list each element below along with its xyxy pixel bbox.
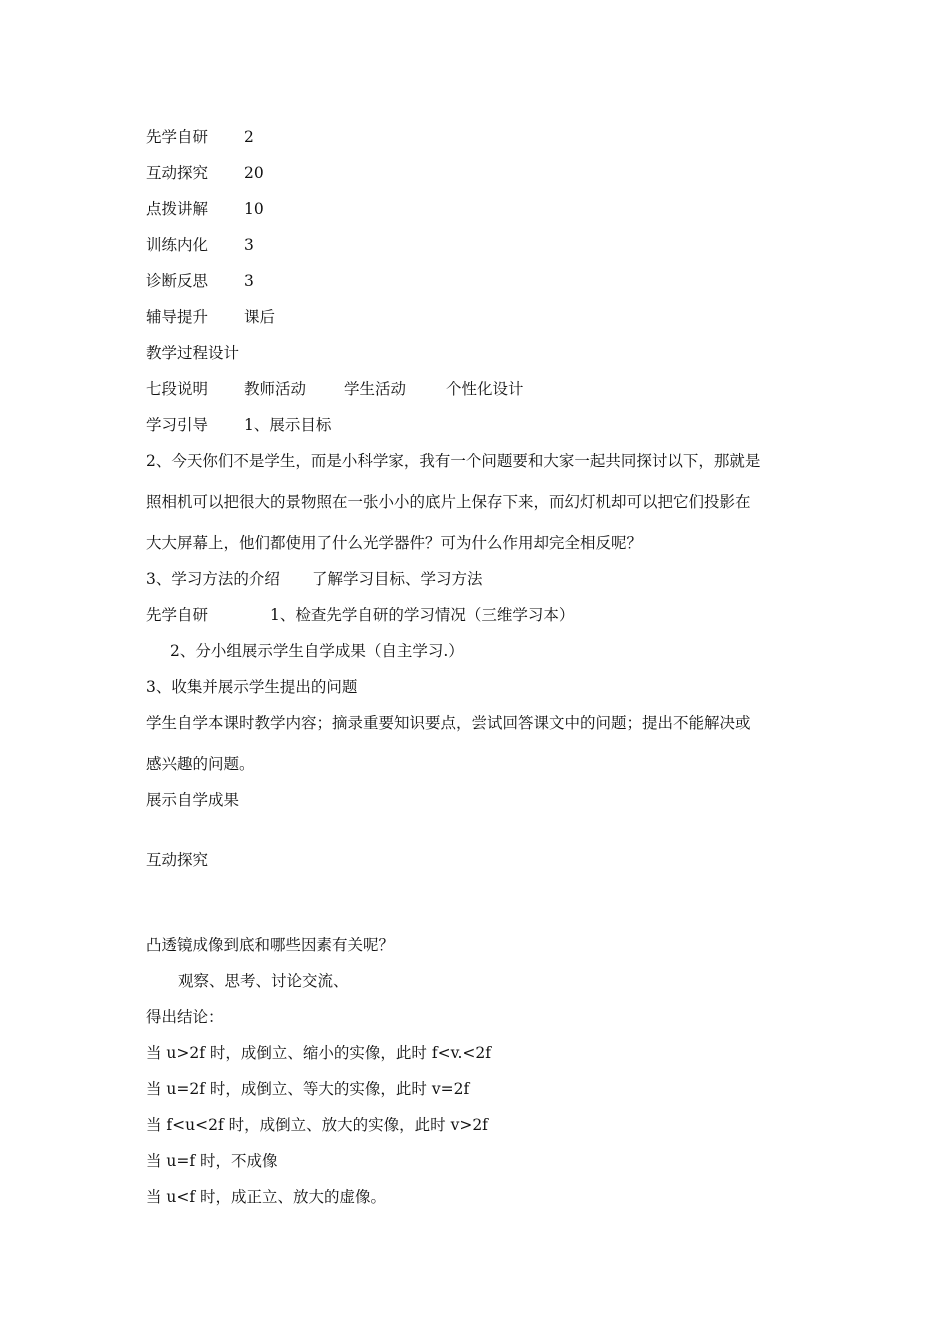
paragraph-line: 照相机可以把很大的景物照在一张小小的底片上保存下来，而幻灯机却可以把它们投影在 <box>146 493 751 511</box>
schedule-row <box>146 163 264 183</box>
schedule-stage: 诊断反思 <box>146 272 209 290</box>
schedule-stage: 先学自研 <box>146 128 209 146</box>
paragraph-line: 学生自学本课时教学内容；摘录重要知识要点，尝试回答课文中的问题；提出不能解决或 <box>146 714 751 732</box>
table-header <box>146 379 524 399</box>
header-cell: 个性化设计 <box>446 380 524 398</box>
interactive-question: 凸透镜成像到底和哪些因素有关呢？ <box>146 936 395 954</box>
interactive-activity: 观察、思考、讨论交流、 <box>178 972 349 990</box>
self-study-item: 3、收集并展示学生提出的问题 <box>146 678 358 696</box>
conclusion-line: 当 u=f 时，不成像 <box>146 1152 278 1170</box>
conclusion-line: 当 u>2f 时，成倒立、缩小的实像，此时 f<v.<2f <box>146 1044 492 1062</box>
guide-row <box>146 415 332 435</box>
schedule-stage: 训练内化 <box>146 236 209 254</box>
schedule-time: 3 <box>244 272 254 290</box>
schedule-row <box>146 307 276 327</box>
schedule-stage: 点拨讲解 <box>146 200 209 218</box>
schedule-row <box>146 235 254 255</box>
conclusion-line: 当 u=2f 时，成倒立、等大的实像，此时 v=2f <box>146 1080 470 1098</box>
self-study-row <box>146 605 575 625</box>
guide-note: 了解学习目标、学习方法 <box>312 570 483 588</box>
self-study-item: 2、分小组展示学生自学成果（自主学习.） <box>170 642 464 660</box>
schedule-row <box>146 127 254 147</box>
header-cell: 教师活动 <box>244 380 307 398</box>
schedule-time: 课后 <box>244 308 276 326</box>
interactive-label: 互动探究 <box>146 851 209 869</box>
schedule-row <box>146 271 254 291</box>
paragraph-line: 大大屏幕上，他们都使用了什么光学器件？可为什么作用却完全相反呢？ <box>146 534 643 552</box>
schedule-row <box>146 199 264 219</box>
schedule-time: 20 <box>244 164 264 182</box>
schedule-stage: 辅导提升 <box>146 308 209 326</box>
guide-row <box>146 569 483 589</box>
conclusion-line: 当 f<u<2f 时，成倒立、放大的实像，此时 v>2f <box>146 1116 488 1134</box>
header-cell: 七段说明 <box>146 380 209 398</box>
self-study-show: 展示自学成果 <box>146 791 240 809</box>
guide-label: 学习引导 <box>146 416 209 434</box>
guide-item: 1、展示目标 <box>244 416 332 434</box>
self-study-label: 先学自研 <box>146 606 209 624</box>
schedule-time: 10 <box>244 200 264 218</box>
header-cell: 学生活动 <box>344 380 407 398</box>
schedule-time: 3 <box>244 236 254 254</box>
paragraph-line: 2、今天你们不是学生，而是小科学家，我有一个问题要和大家一起共同探讨以下，那就是 <box>146 452 761 470</box>
conclusion-label: 得出结论： <box>146 1008 224 1026</box>
self-study-item: 1、检查先学自研的学习情况（三维学习本） <box>270 606 575 624</box>
guide-item: 3、学习方法的介绍 <box>146 570 280 588</box>
conclusion-line: 当 u<f 时，成正立、放大的虚像。 <box>146 1188 387 1206</box>
schedule-time: 2 <box>244 128 254 146</box>
paragraph-line: 感兴趣的问题。 <box>146 755 255 773</box>
section-title: 教学过程设计 <box>146 344 240 362</box>
schedule-stage: 互动探究 <box>146 164 209 182</box>
